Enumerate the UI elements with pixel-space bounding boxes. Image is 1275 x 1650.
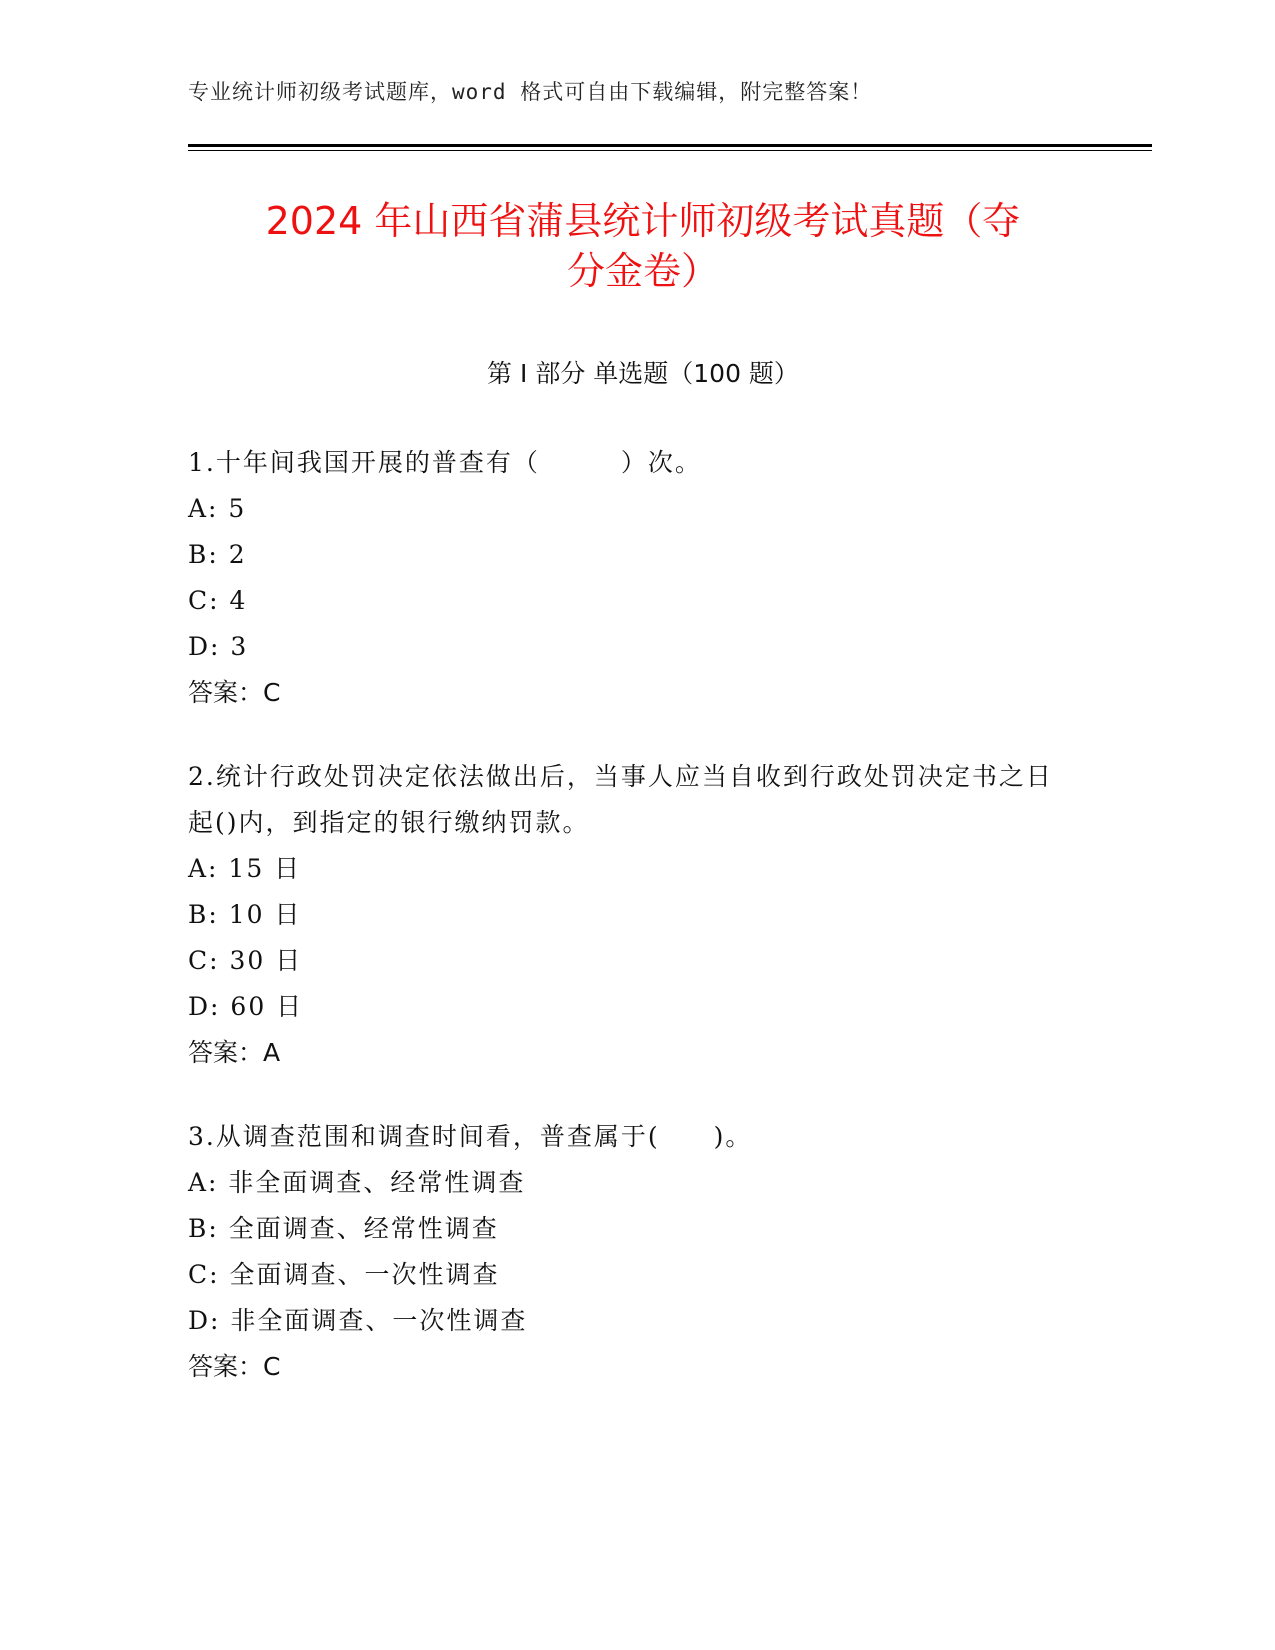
section-title: 第 I 部分 单选题（100 题） — [487, 359, 799, 388]
option-d: D: 非全面调查、一次性调查 — [188, 1306, 528, 1335]
option-c: C: 全面调查、一次性调查 — [188, 1260, 500, 1289]
answer: 答案：A — [188, 1038, 281, 1067]
document-title-line-2: 分金卷） — [566, 249, 719, 293]
question-stem: 1.十年间我国开展的普查有（ ）次。 — [188, 448, 702, 477]
document-title-line-1: 2024 年山西省蒲县统计师初级考试真题（夺 — [265, 199, 1021, 243]
document-title — [188, 196, 1098, 296]
answer: 答案：C — [188, 1352, 281, 1381]
question-list — [188, 440, 1068, 1428]
question-stem: 2.统计行政处罚决定依法做出后，当事人应当自收到行政处罚决定书之日起()内，到指定的银行缴纳罚款。 — [188, 762, 1053, 837]
option-b: B: 2 — [188, 540, 247, 569]
option-d: D: 3 — [188, 632, 249, 661]
option-c: C: 30 日 — [188, 946, 303, 975]
option-d: D: 60 日 — [188, 992, 304, 1021]
option-a: A: 非全面调查、经常性调查 — [188, 1168, 526, 1197]
answer: 答案：C — [188, 678, 281, 707]
header-rule-thin — [188, 150, 1152, 151]
header-rule-thick — [188, 144, 1152, 147]
option-a: A: 15 日 — [188, 854, 302, 883]
question-3 — [188, 1114, 1068, 1390]
option-a: A: 5 — [188, 494, 247, 523]
option-b: B: 全面调查、经常性调查 — [188, 1214, 499, 1243]
question-2 — [188, 754, 1068, 1076]
question-stem: 3.从调查范围和调查时间看，普查属于( )。 — [188, 1122, 753, 1151]
header-note: 专业统计师初级考试题库，word 格式可自由下载编辑，附完整答案！ — [188, 80, 873, 104]
option-b: B: 10 日 — [188, 900, 302, 929]
question-1 — [188, 440, 1068, 716]
option-c: C: 4 — [188, 586, 248, 615]
